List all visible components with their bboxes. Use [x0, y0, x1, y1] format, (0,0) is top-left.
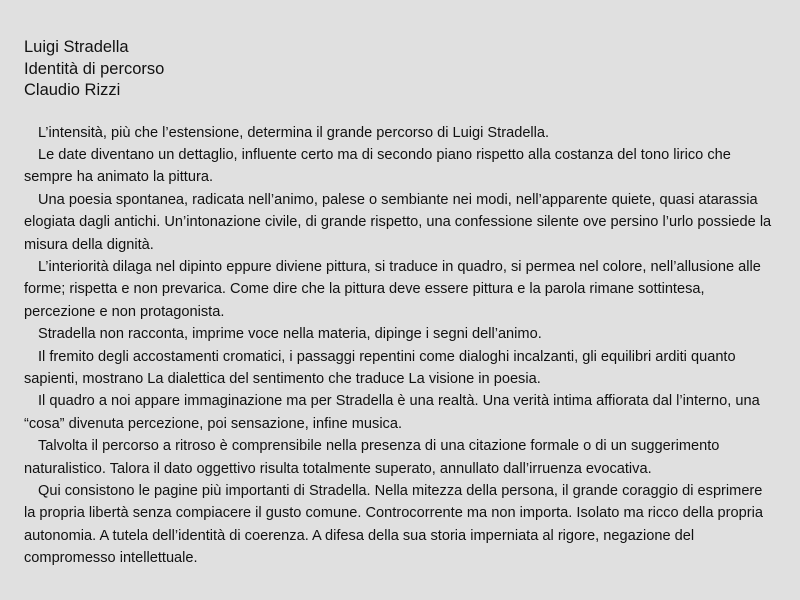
paragraph: Qui consistono le pagine più importanti di Stradella. Nella mitezza della persona, il grande coraggio di esprimere la propria libertà senza compiacere il gusto comune. Controcorrente ma non importa. Isolato ma ricco della propria autonomia. A tutela dell’identità di coerenza. A difesa della sua storia imperniata al rigore, negazione del compromesso intellettuale. [24, 483, 763, 567]
paragraph: Il fremito degli accostamenti cromatici, i passaggi repentini come dialoghi incalzanti, gli equilibri arditi quanto sapienti, mostrano La dialettica del sentimento che traduce La visione in poesia. [24, 348, 736, 387]
paragraph: L’intensità, più che l’estensione, determina il grande percorso di Luigi Stradella. [38, 124, 550, 141]
document-header [24, 37, 776, 102]
essay-body [24, 122, 776, 570]
essay-title: Identità di percorso [24, 59, 165, 78]
artist-name: Luigi Stradella [24, 38, 129, 56]
paragraph: L’interiorità dilaga nel dipinto eppure diviene pittura, si traduce in quadro, si permea nel colore, nell’allusione alle forme; rispetta e non prevarica. Come dire che la pittura deve essere pittura e la parola rimane sottintesa, percezione e non protagonista. [24, 258, 761, 320]
paragraph: Il quadro a noi appare immaginazione ma per Stradella è una realtà. Una verità intima affiorata dal l’interno, una “cosa” divenuta percezione, poi sensazione, infine musica. [24, 393, 760, 432]
paragraph: Talvolta il percorso a ritroso è comprensibile nella presenza di una citazione formale o di un suggerimento naturalistico. Talora il dato oggettivo risulta totalmente superato, annullato dall’irruenza evocativa. [24, 438, 720, 477]
paragraph: Le date diventano un dettaglio, influente certo ma di secondo piano rispetto alla costanza del tono lirico che sempre ha animato la pittura. [24, 146, 731, 186]
author-name: Claudio Rizzi [24, 81, 121, 99]
paragraph: Una poesia spontanea, radicata nell’animo, palese o sembiante nei modi, nell’apparente quiete, quasi atarassia elogiata dagli antichi. Un’intonazione civile, di grande rispetto, una confessione silente ove persino l’urlo possiede la misura della dignità. [24, 191, 772, 253]
paragraph: Stradella non racconta, imprime voce nella materia, dipinge i segni dell’animo. [38, 326, 542, 343]
